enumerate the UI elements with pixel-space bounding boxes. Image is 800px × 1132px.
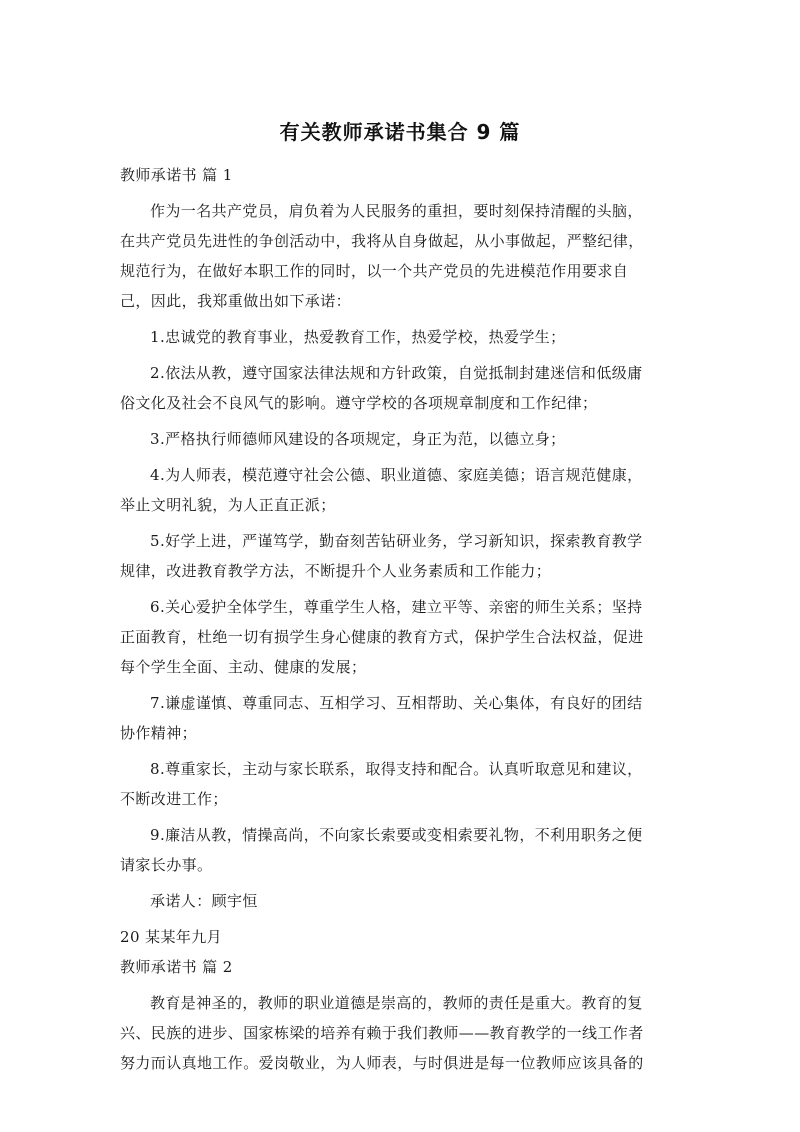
document-title: 有关教师承诺书集合 9 篇: [279, 120, 521, 144]
intro-line: 己，因此，我郑重做出如下承诺：: [120, 292, 352, 310]
section2-line: 兴、民族的进步、国家栋梁的培养有赖于我们教师——教育教学的一线工作者: [120, 1024, 644, 1042]
section2-line: 努力而认真地工作。爱岗敬业，为人师表，与时俱进是每一位教师应该具备的: [120, 1054, 644, 1072]
pledge-item-5: 5.好学上进，严谨笃学，勤奋刻苦钻研业务，学习新知识，探索教育教学: [150, 532, 643, 550]
pledge-item-2: 2.依法从教，遵守国家法律法规和方针政策，自觉抵制封建迷信和低级庸: [150, 364, 643, 382]
pledge-item-4-cont: 举止文明礼貌，为人正直正派；: [120, 496, 336, 514]
pledge-item-9: 9.廉洁从教，情操高尚，不向家长索要或变相索要礼物，不利用职务之便: [150, 826, 643, 844]
intro-line: 作为一名共产党员，肩负着为人民服务的重担，要时刻保持清醒的头脑，: [150, 202, 643, 220]
intro-line: 在共产党员先进性的争创活动中，我将从自身做起，从小事做起，严整纪律，: [120, 232, 644, 250]
pledge-item-3: 3.严格执行师德师风建设的各项规定，身正为范，以德立身；: [150, 430, 566, 448]
pledge-item-5-cont: 规律，改进教育教学方法，不断提升个人业务素质和工作能力；: [120, 562, 552, 580]
section-heading-2: 教师承诺书 篇 2: [120, 958, 233, 976]
section-heading-1: 教师承诺书 篇 1: [120, 166, 233, 184]
pledge-item-1: 1.忠诚党的教育事业，热爱教育工作，热爱学校，热爱学生；: [150, 328, 566, 346]
pledge-item-6-cont: 正面教育，杜绝一切有损学生身心健康的教育方式，保护学生合法权益，促进: [120, 628, 644, 646]
intro-line: 规范行为，在做好本职工作的同时，以一个共产党员的先进模范作用要求自: [120, 262, 629, 280]
pledge-item-7: 7.谦虚谨慎、尊重同志、互相学习、互相帮助、关心集体，有良好的团结: [150, 694, 643, 712]
sign-date: 20 某某年九月: [120, 928, 223, 946]
pledge-item-9-cont: 请家长办事。: [120, 856, 213, 874]
pledge-item-7-cont: 协作精神；: [120, 724, 198, 742]
document-body: [120, 116, 680, 1078]
section1-intro: [120, 196, 680, 316]
pledge-item-8-cont: 不断改进工作；: [120, 790, 228, 808]
section2-line: 教育是神圣的，教师的职业道德是崇高的，教师的责任是重大。教育的复: [150, 994, 643, 1012]
pledge-item-6: 6.关心爱护全体学生，尊重学生人格，建立平等、亲密的师生关系；坚持: [150, 598, 643, 616]
pledge-item-6-cont: 每个学生全面、主动、健康的发展；: [120, 658, 367, 676]
pledge-item-2-cont: 俗文化及社会不良风气的影响。遵守学校的各项规章制度和工作纪律；: [120, 394, 598, 412]
signer: 承诺人：顾宇恒: [150, 892, 258, 910]
pledge-item-8: 8.尊重家长，主动与家长联系，取得支持和配合。认真听取意见和建议，: [150, 760, 643, 778]
pledge-item-4: 4.为人师表，模范遵守社会公德、职业道德、家庭美德；语言规范健康，: [150, 466, 643, 484]
